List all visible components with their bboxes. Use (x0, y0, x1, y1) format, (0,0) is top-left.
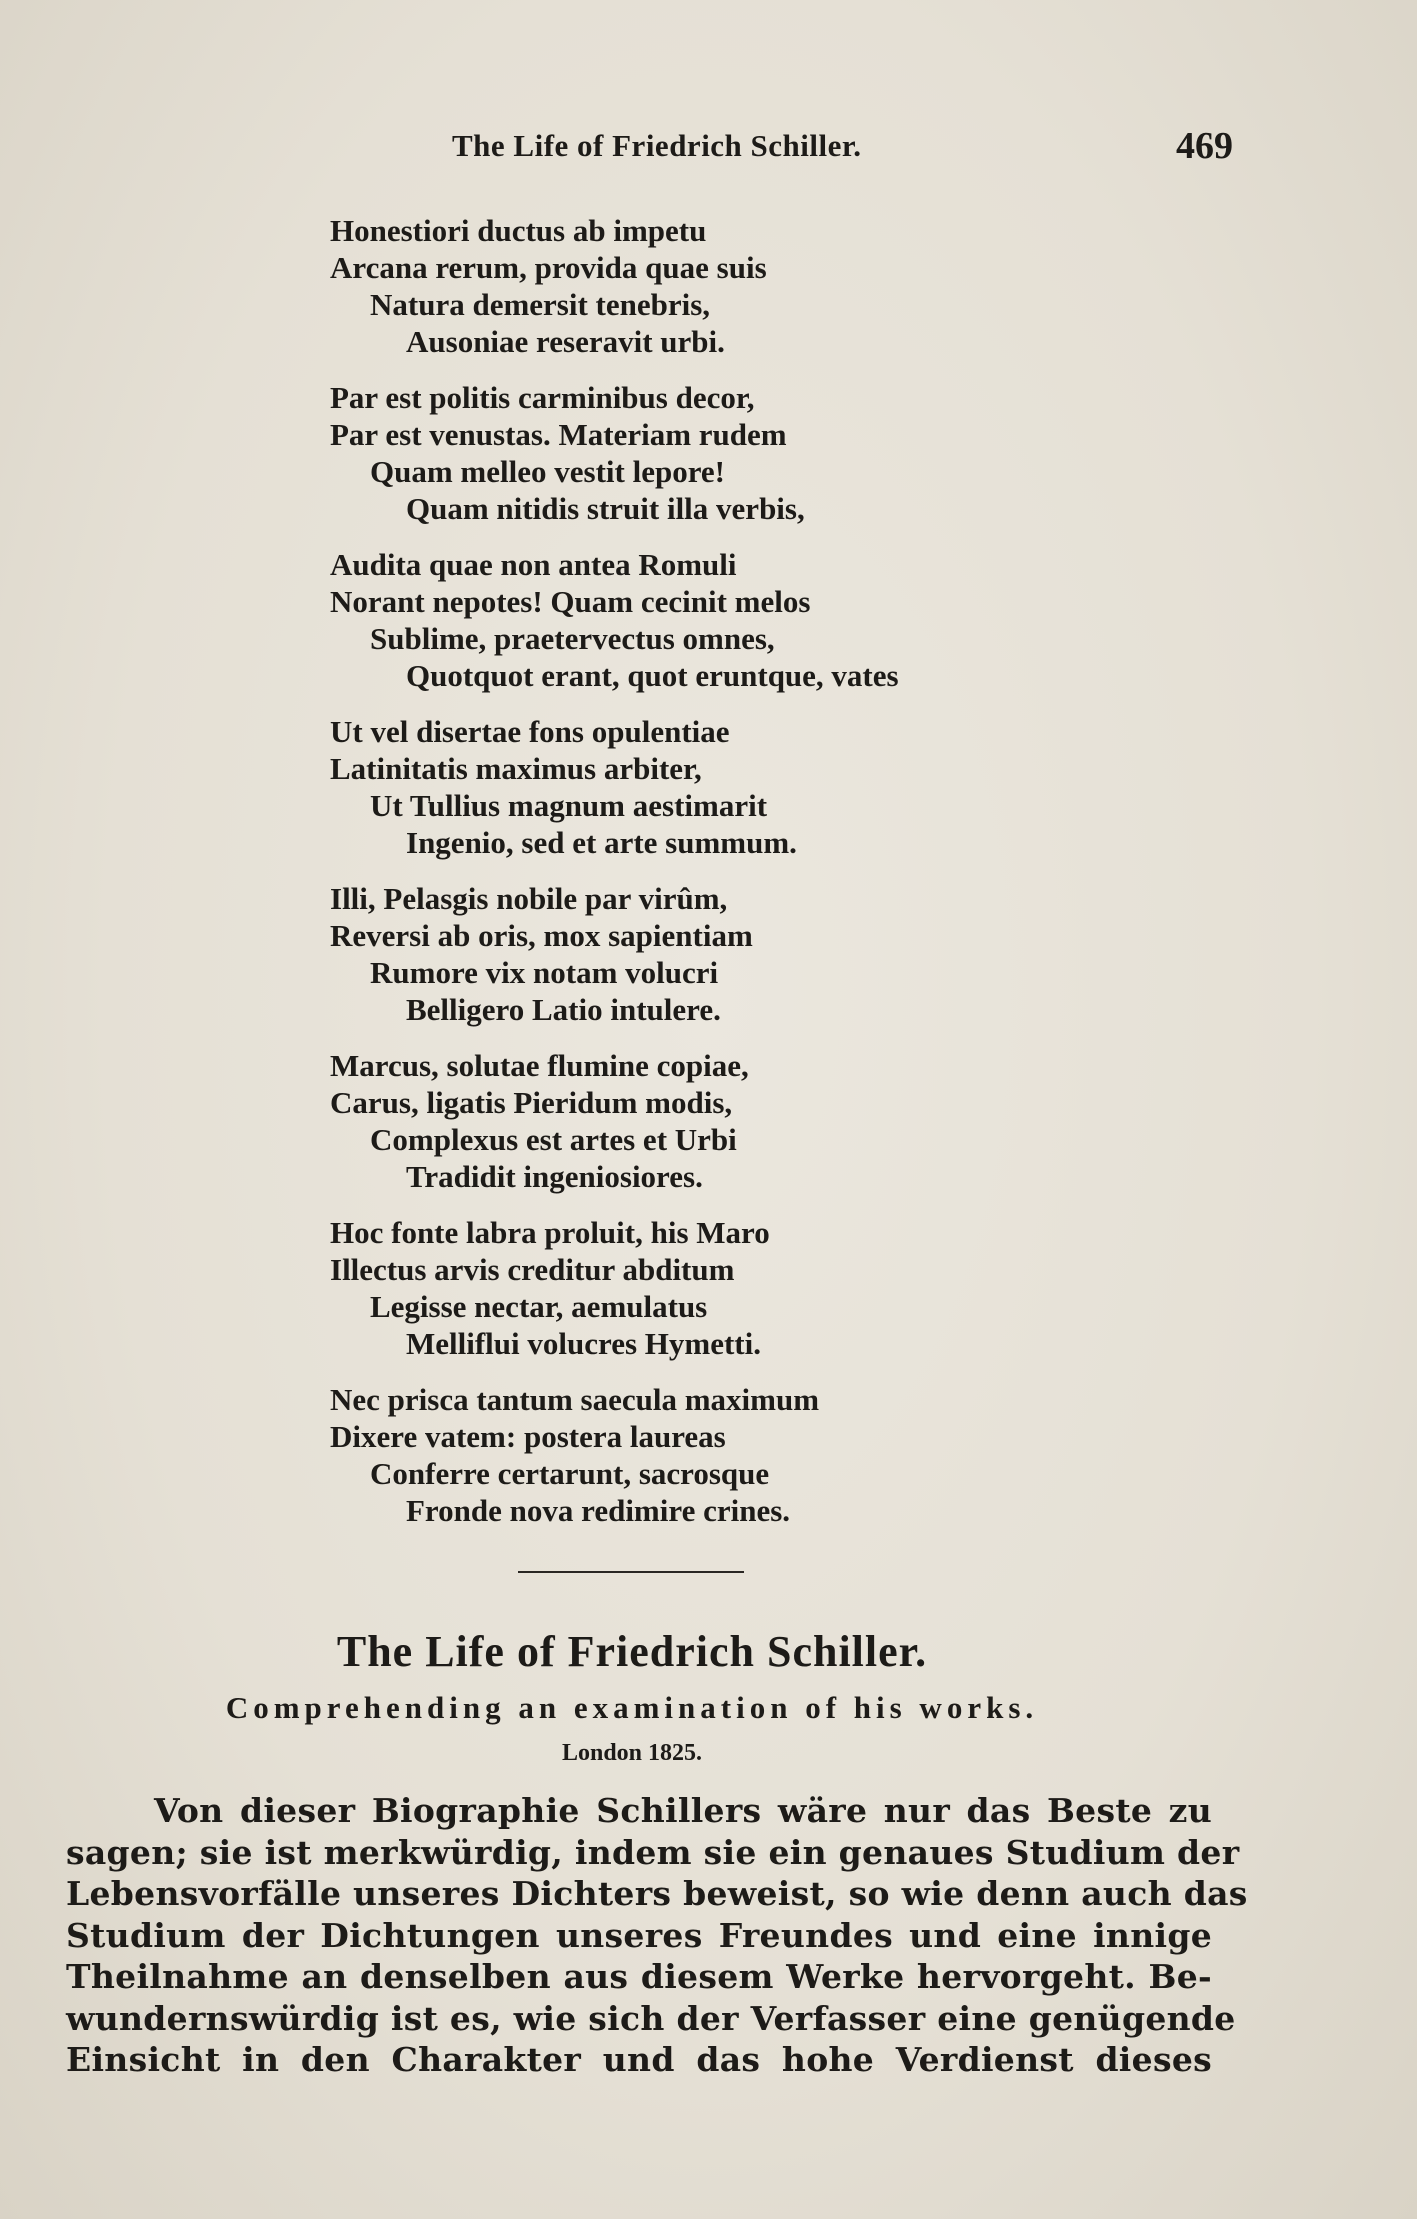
page-number: 469 (1176, 125, 1233, 167)
poem-line: Mellifluі volucres Hymetti. (406, 1326, 761, 1361)
poem-line: Belligero Latio intulere. (406, 992, 721, 1027)
body-line: Theilnahme an denselben aus diesem Werke hervorgeht. Be- (66, 1957, 1212, 1996)
poem-line: Par est politis carminibus decor, (330, 380, 755, 415)
article-body (66, 1790, 1248, 2081)
poem-stanza (330, 1047, 899, 1195)
poem-line: Latinitatis maximus arbiter, (330, 751, 702, 786)
section-divider (518, 1571, 744, 1573)
poem-line: Hoc fonte labra proluit, his Maro (330, 1215, 770, 1250)
body-line: Von dieser Biographie Schillers wäre nur das Beste zu (154, 1791, 1212, 1830)
poem-line: Illectus arvis creditur abditum (330, 1252, 735, 1287)
latin-poem (330, 212, 899, 1548)
poem-line: Rumore vix notam volucri (370, 955, 719, 990)
poem-line: Dixere vatem: postera laureas (330, 1419, 726, 1454)
poem-line: Par est venustas. Materiam rudem (330, 417, 787, 452)
poem-line: Norant nepotes! Quam cecinit melos (330, 584, 811, 619)
poem-line: Honestiori ductus ab impetu (330, 213, 707, 248)
poem-stanza (330, 1214, 899, 1362)
body-line: Lebensvorfälle unseres Dichters beweist, so wie denn auch das (66, 1874, 1248, 1913)
poem-stanza (330, 546, 899, 694)
poem-line: Carus, ligatis Pieridum modis, (330, 1085, 733, 1120)
poem-line: Natura demersit tenebris, (370, 287, 711, 322)
poem-stanza (330, 713, 899, 861)
poem-line: Ingenio, sed et arte summum. (406, 825, 797, 860)
poem-line: Fronde nova redimire crines. (406, 1493, 791, 1528)
poem-line: Audita quae non antea Romuli (330, 547, 737, 582)
article-imprint: London 1825. (561, 1740, 703, 1766)
poem-line: Tradidit ingeniosiores. (406, 1159, 703, 1194)
article-subtitle: Comprehending an examination of his works. (225, 1690, 1039, 1725)
running-head: The Life of Friedrich Schiller. (452, 128, 862, 163)
poem-line: Ut Tullius magnum aestimarit (370, 788, 768, 823)
poem-line: Reversi ab oris, mox sapientiam (330, 918, 753, 953)
poem-line: Quam nitidis struit illa verbis, (406, 491, 805, 526)
body-line: Einsicht in den Charakter und das hohe Verdienst dieses (66, 2040, 1212, 2079)
poem-line: Arcana rerum, provida quae suis (330, 250, 767, 285)
poem-line: Ut vel disertae fons opulentiae (330, 714, 730, 749)
poem-stanza (330, 379, 899, 527)
poem-line: Marcus, solutae flumine copiae, (330, 1048, 749, 1083)
poem-stanza (330, 880, 899, 1028)
poem-line: Nec prisca tantum saecula maximum (330, 1382, 820, 1417)
body-line: Studium der Dichtungen unseres Freundes und eine innige (66, 1915, 1212, 1955)
poem-line: Sublime, praetervectus omnes, (370, 621, 775, 656)
poem-stanza (330, 1381, 899, 1529)
poem-line: Illi, Pelasgis nobile par virûm, (330, 881, 728, 916)
body-line: wundernswürdig ist es, wie sich der Verfasser eine genügende (66, 1998, 1236, 2038)
article-title: The Life of Friedrich Schiller. (336, 1627, 928, 1676)
poem-stanza (330, 212, 899, 360)
poem-line: Quotquot erant, quot eruntque, vates (406, 658, 899, 693)
poem-line: Conferre certarunt, sacrosque (370, 1456, 770, 1491)
poem-line: Quam melleo vestit lepore! (370, 454, 725, 489)
body-line: sagen; sie ist merkwürdig, indem sie ein genaues Studium der (66, 1832, 1240, 1872)
poem-line: Complexus est artes et Urbi (370, 1122, 737, 1157)
poem-line: Legisse nectar, aemulatus (370, 1289, 708, 1324)
poem-line: Ausoniae reseravit urbi. (406, 324, 725, 359)
